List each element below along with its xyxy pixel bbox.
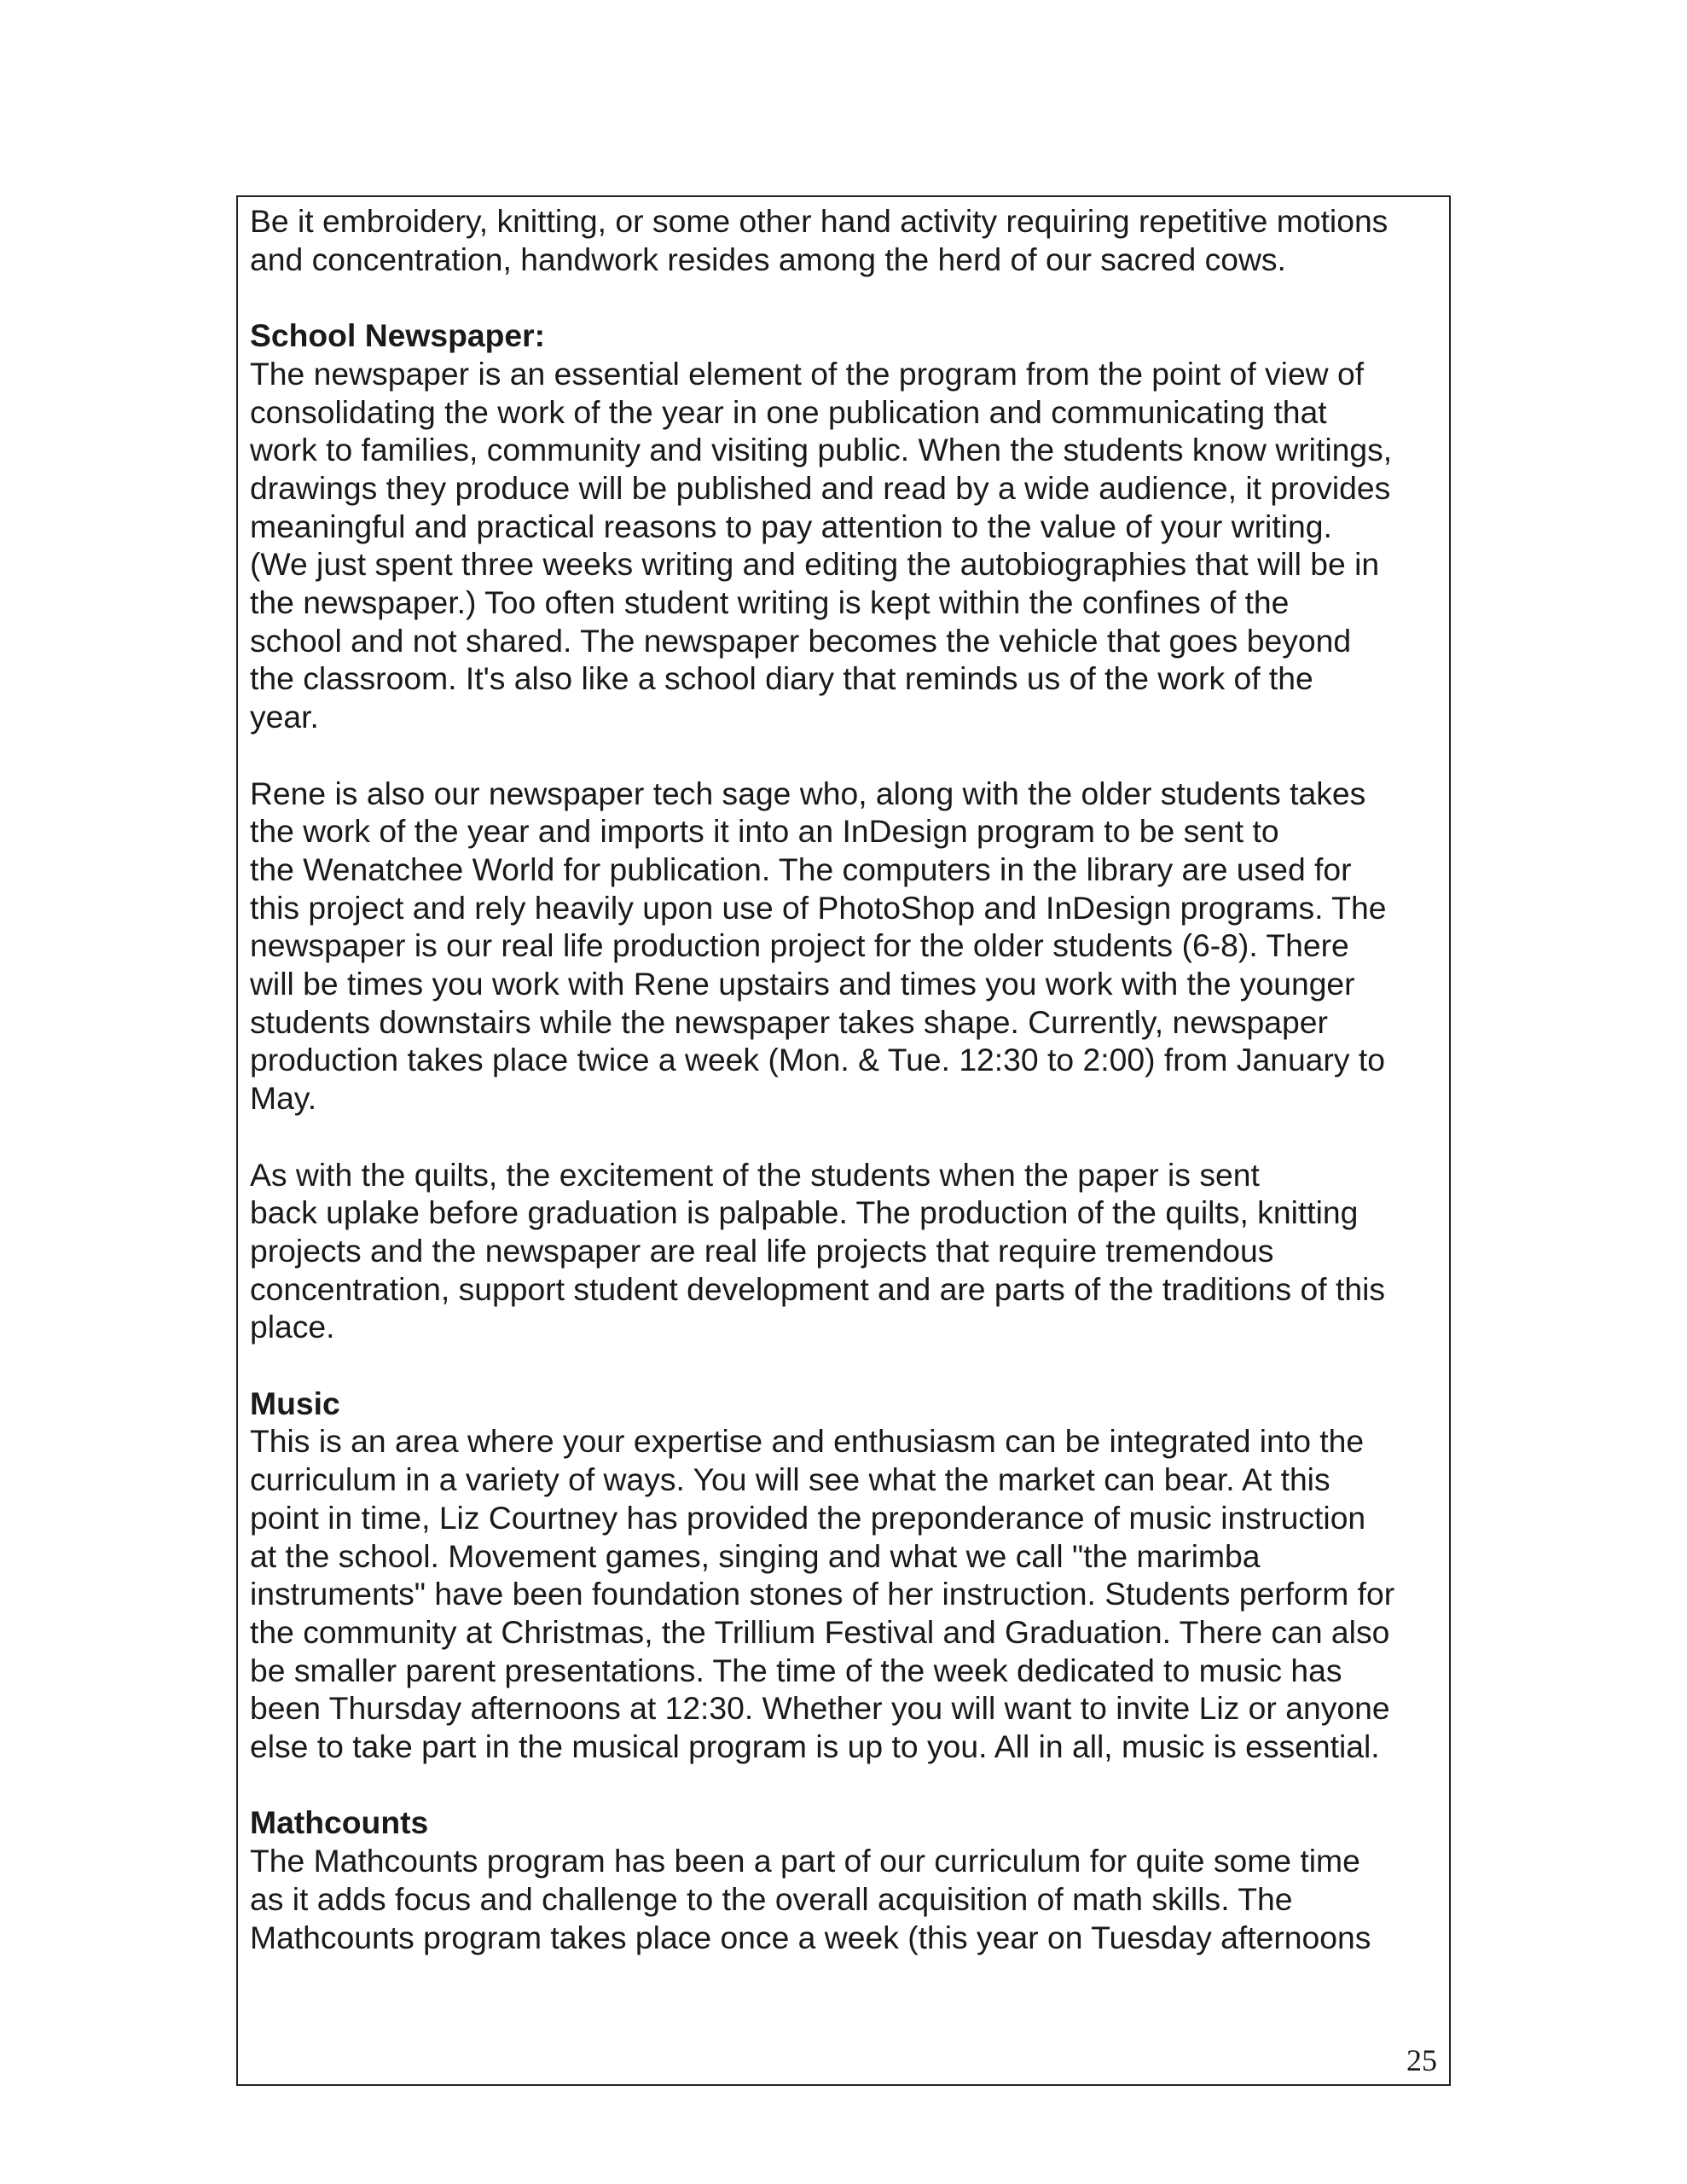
music-section [250, 1385, 1440, 1766]
text-line: Mathcounts program takes place once a week (this year on Tuesday afternoons [250, 1919, 1371, 1955]
school-newspaper-paragraph-1 [250, 355, 1440, 736]
page-frame [236, 195, 1451, 2086]
text-line: students downstairs while the newspaper takes shape. Currently, newspaper [250, 1003, 1328, 1040]
text-line: the work of the year and imports it into an InDesign program to be sent to [250, 813, 1279, 850]
text-line: place. [250, 1309, 335, 1345]
text-line: be smaller parent presentations. The time of the week dedicated to music has [250, 1652, 1342, 1688]
text-line: consolidating the work of the year in one publication and communicating that [250, 393, 1327, 430]
text-line: back uplake before graduation is palpable. The production of the quilts, knitting [250, 1194, 1359, 1231]
text-line: May. [250, 1080, 317, 1117]
text-line: as it adds focus and challenge to the overall acquisition of math skills. The [250, 1880, 1293, 1917]
paragraph-gap [250, 1118, 1440, 1156]
music-heading: Music [250, 1385, 340, 1421]
paragraph-gap [250, 1346, 1440, 1385]
text-line: the classroom. It's also like a school diary that reminds us of the work of the [250, 660, 1313, 697]
text-line: point in time, Liz Courtney has provided the preponderance of music instruction [250, 1499, 1366, 1536]
text-line: the newspaper.) Too often student writing is kept within the confines of the [250, 584, 1290, 621]
text-line: As with the quilts, the excitement of the students when the paper is sent [250, 1156, 1260, 1193]
mathcounts-paragraph [250, 1842, 1440, 1956]
text-line: work to families, community and visiting public. When the students know writings, [250, 432, 1393, 468]
text-line: and concentration, handwork resides among the herd of our sacred cows. [250, 241, 1286, 277]
text-line: year. [250, 699, 319, 735]
text-line: school and not shared. The newspaper becomes the vehicle that goes beyond [250, 622, 1352, 659]
paragraph-gap [250, 278, 1440, 317]
text-line: (We just spent three weeks writing and editing the autobiographies that will be in [250, 546, 1380, 583]
text-line: this project and rely heavily upon use of PhotoShop and InDesign programs. The [250, 889, 1387, 926]
school-newspaper-heading: School Newspaper: [250, 317, 546, 354]
text-line: curriculum in a variety of ways. You will see what the market can bear. At this [250, 1461, 1330, 1498]
text-line: meaningful and practical reasons to pay attention to the value of your writing. [250, 508, 1332, 544]
text-line: Rene is also our newspaper tech sage who, along with the older students takes [250, 775, 1366, 811]
school-newspaper-section [250, 317, 1440, 1346]
intro-paragraph [250, 202, 1440, 278]
text-line: projects and the newspaper are real life projects that require tremendous [250, 1232, 1274, 1269]
page-content [250, 202, 1440, 1956]
text-line: The newspaper is an essential element of the program from the point of view of [250, 355, 1365, 392]
text-line: concentration, support student development and are parts of the traditions of this [250, 1270, 1386, 1307]
music-paragraph [250, 1422, 1440, 1765]
text-line: This is an area where your expertise and enthusiasm can be integrated into the [250, 1423, 1365, 1460]
text-line: will be times you work with Rene upstairs and times you work with the younger [250, 966, 1355, 1002]
text-line: been Thursday afternoons at 12:30. Whether you will want to invite Liz or anyone [250, 1690, 1390, 1727]
paragraph-gap [250, 736, 1440, 775]
text-line: Be it embroidery, knitting, or some other hand activity requiring repetitive motions [250, 203, 1388, 239]
text-line: The Mathcounts program has been a part of our curriculum for quite some time [250, 1843, 1360, 1879]
text-line: drawings they produce will be published and read by a wide audience, it provides [250, 469, 1391, 506]
text-line: else to take part in the musical program is up to you. All in all, music is essential. [250, 1728, 1380, 1765]
mathcounts-heading: Mathcounts [250, 1804, 429, 1841]
text-line: production takes place twice a week (Mon. & Tue. 12:30 to 2:00) from January to [250, 1042, 1385, 1078]
text-line: at the school. Movement games, singing and what we call "the marimba [250, 1537, 1261, 1574]
mathcounts-section [250, 1804, 1440, 1956]
school-newspaper-paragraph-3 [250, 1156, 1440, 1347]
text-line: the Wenatchee World for publication. The computers in the library are used for [250, 851, 1352, 887]
school-newspaper-paragraph-2 [250, 775, 1440, 1118]
text-line: newspaper is our real life production project for the older students (6-8). There [250, 927, 1349, 964]
text-line: the community at Christmas, the Trillium Festival and Graduation. There can also [250, 1613, 1390, 1650]
text-line: instruments" have been foundation stones of her instruction. Students perform for [250, 1576, 1395, 1612]
page-number: 25 [1406, 2043, 1437, 2077]
paragraph-gap [250, 1766, 1440, 1804]
